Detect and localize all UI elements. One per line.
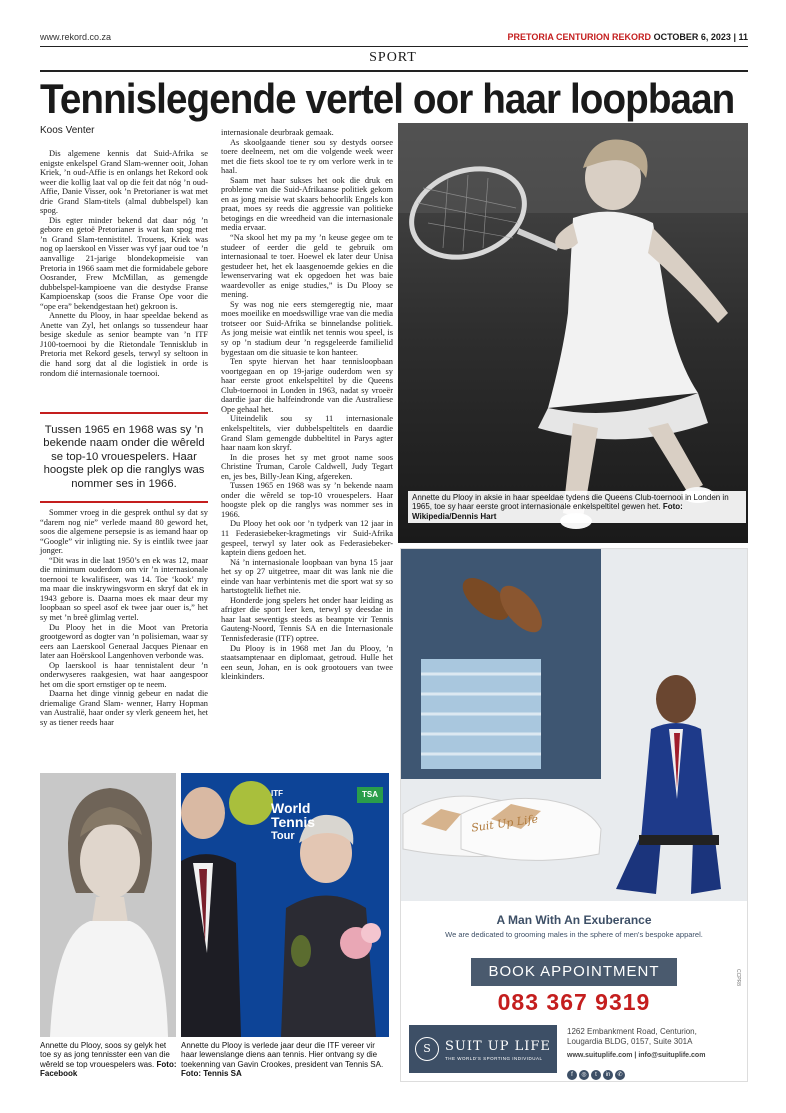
- ad-phone[interactable]: 083 367 9319: [497, 989, 651, 1015]
- section-rule: [40, 70, 748, 72]
- caption-credit: Foto: Wikipedia/Dennis Hart: [412, 502, 683, 521]
- facebook-icon[interactable]: f: [567, 1070, 577, 1080]
- tennis-action-illustration: [398, 123, 748, 543]
- instagram-icon[interactable]: ◎: [579, 1070, 589, 1080]
- paragraph: Op laerskool is haar tennistalent deur ’n onderwyseres raakgesien, wat haar aangespoor het om die sport ernstiger op te neem.: [40, 660, 208, 689]
- paragraph: Tussen 1965 en 1968 was sy ’n bekende naam onder die wêreld se top-10 vrouespelers. Haar hoogste plek op die ranglys was nommer ses in 1966.: [221, 481, 393, 519]
- article-column-1b: [40, 508, 208, 728]
- paragraph: Sommer vroeg in die gesprek onthul sy dat sy “darem nog nie” verlede maand 80 geword het, soos die algemene persepsie is as iemand haar op “Google” vir inligting nie. Sy is eintlik twee jaar jonger.: [40, 508, 208, 556]
- backdrop-word: World: [271, 800, 311, 816]
- ad-subline: We are dedicated to grooming males in the sphere of men's bespoke apparel.: [445, 930, 703, 939]
- ad-contact[interactable]: www.suituplife.com | info@suituplife.com: [567, 1052, 706, 1059]
- paragraph: Ten spyte hiervan het haar tennisloopbaan voortgegaan en op 19-jarige ouderdom wen sy haar eerste groot enkelspeltitel by die Queens Club-toernooi in Londen in 1963, nadat sy vroeër daardie jaar die halfeindronde van die Australiese Ope gehaal het.: [221, 357, 393, 414]
- paragraph: “Dit was in die laat 1950’s en ek was 12, maar die minimum ouderdom om vir ’n internasionale toernooi te kwalifiseer, was 14. Toe ‘kook’ my ma maar die inskrywingsvorm en skryf dat ek in 1943 gebore is. Daarna moes ek maar deur my loopbaan so speel asof ek twee jaar ouer is,” het sy met ’n breë glimlag vertel.: [40, 555, 208, 623]
- paragraph: Du Plooy is in 1968 met Jan du Plooy, ’n staatsamptenaar en diplomaat, getroud. Hulle het een seun, Johan, en is ook grootouers van twee kleinkinders.: [221, 643, 393, 682]
- caption-credit: Foto: Facebook: [40, 1059, 177, 1078]
- ad-illustration: [401, 549, 747, 901]
- paragraph: internasionale deurbraak gemaak.: [221, 128, 334, 137]
- byline: Koos Venter: [40, 125, 95, 136]
- article-column-2: [221, 128, 393, 682]
- header-rule: [40, 46, 748, 47]
- paragraph: Du Plooy het ook oor ’n tydperk van 12 jaar in 11 Federasiebeker-kragmetings vir Suid-Afrika gespeel, terwyl sy later ook as Federasiebeker-kaptein diens gedoen het.: [221, 519, 393, 558]
- caption-credit: Foto: Tennis SA: [181, 1068, 242, 1078]
- paragraph: Daarna het dinge vinnig gebeur en nadat die driemalige Grand Slam- wenner, Harry Hopman van Australië, haar onder sy vlerk geneem het, het sy as tiener reeds haar: [40, 689, 208, 728]
- paragraph: Sy was nog nie eers stemgeregtig nie, maar moes moeilike en moedswillige vrae van die media trotseer oor Suid-Afrika se binnelandse politiek. As jong meisie wat eintlik net tennis wou speel, is sy op ’n stadium deur ’n regsgeleerde familielid bygestaan om die situasie te kon hanteer.: [221, 299, 393, 357]
- publication-name: PRETORIA CENTURION REKORD: [507, 32, 652, 42]
- backdrop-itf: ITF: [271, 789, 283, 798]
- issue-date: OCTOBER 6, 2023: [653, 32, 731, 42]
- paragraph: In die proses het sy met groot name soos Christine Truman, Carole Caldwell, Judy Tegart en, jes bes, Billy-Jean King, afgereken.: [221, 452, 393, 481]
- ad-tagline: A Man With An Exuberance: [496, 913, 652, 927]
- paragraph: Saam met haar sukses het ook die druk en probleme van die Suid-Afrikaanse politiek gekom en as jong meisie wat skaars behoorlik Engels kon praat, moes sy reeds die aggressie van politieke betogings en die wreedheid van die internasionale media ervaar.: [221, 175, 393, 233]
- twitter-icon[interactable]: t: [591, 1070, 601, 1080]
- address-line: Lougardia BLDG, 0157, Suite 301A: [567, 1037, 693, 1046]
- logo-emblem-icon: S: [415, 1037, 439, 1061]
- backdrop-word: Tennis: [271, 814, 316, 830]
- article-column-1: [40, 149, 208, 378]
- page-number: 11: [738, 32, 748, 42]
- masthead-info: PRETORIA CENTURION REKORD OCTOBER 6, 2023 | 11: [507, 32, 748, 42]
- paragraph: Honderde jong spelers het onder haar leiding as afrigter die sport leer ken, terwyl sy deesdae in haar laat sewentigs steeds as beampte vir Tennis Gauteng-Noord, Tennis SA en die Internasionale Tennisfederasie (ITF) optree.: [221, 595, 393, 643]
- paragraph: As skoolgaande tiener sou sy destyds oorsee toere deelneem, net om die volgende week weer met die fiets skool toe te ry om verlore werk in te haal.: [221, 137, 393, 176]
- tennis-action-photo: [398, 123, 748, 543]
- paragraph: Uiteindelik sou sy 11 internasionale enkelspeltitels, vier dubbelspeltitels en daardie Grand Slam gemengde dubbeltitel in Parys agter haar naam kon skryf.: [221, 414, 393, 453]
- brand-subtitle: THE WORLD'S SPORTING INDIVIDUAL: [445, 1056, 543, 1061]
- book-appointment-button[interactable]: BOOK APPOINTMENT: [471, 958, 677, 986]
- award-caption: [181, 1041, 393, 1078]
- paragraph: Dis algemene kennis dat Suid-Afrika se enigste enkelspel Grand Slam-wenner ooit, Johan Kriek, ’n oud-Affie is en onlangs het Rekord ook weer die kollig laat val op die feit dat nóg ’n oud-Affie, Danie Visser, ook ’n Pretorianer is wat met drie Grand Slam-titels (almal dubbelspel) kan spog.: [40, 149, 208, 216]
- ad-address: [567, 1027, 705, 1061]
- advertisement[interactable]: [400, 548, 748, 1082]
- ad-code: CCPR8: [735, 969, 741, 986]
- paragraph: Ná ’n internasionale loopbaan van byna 15 jaar het sy op 27 uitgetree, maar dit was lank nie die einde van haar verbintenis met die sport wat sy so hartstogtelik liefhet nie.: [221, 557, 393, 596]
- paragraph: “Na skool het my pa my ’n keuse gegee om te studeer of eerder die geld te gebruik om internasionaal te toer. Hoewel ek later deur Unisa gestudeer het, het ek laasgenoemde gekies en die lewenservaring wat ek opgedoen het was baie waardevoller as enige studies,” is Du Plooy se mening.: [221, 233, 393, 300]
- portrait-illustration: [40, 773, 176, 1037]
- social-icons: [567, 1063, 627, 1081]
- tsa-logo: TSA: [357, 787, 383, 803]
- paragraph: Dis egter minder bekend dat daar nóg ’n gebore en getoë Pretorianer is wat kan spog met ’n Grand Slam-tennistitel. Trouens, Kriek was nog op laerskool en Visser was vyf jaar oud toe ’n aanvallige 21-jarige blondekopmeisie van Pretoria in 1966 saam met die formidabele gebore Oosrander, Frew McMillan, as gemengde dubbelspel-kampioene van die destydse Franse Kampioenskap (soos die Franse Ope voor die “ope era” bekendgestaan het) gekroon is.: [40, 215, 208, 311]
- headline: Tennislegende vertel oor haar loopbaan: [40, 75, 735, 122]
- whatsapp-icon[interactable]: ✆: [615, 1070, 625, 1080]
- website-url[interactable]: www.rekord.co.za: [40, 32, 112, 42]
- portrait-photo: [40, 773, 176, 1037]
- caption-text: Annette du Plooy, soos sy gelyk het toe sy as jong tennisster een van die wêreld se top vrouespelers was.: [40, 1041, 170, 1069]
- main-photo-caption: [408, 491, 746, 523]
- ad-photo: [401, 549, 747, 901]
- brand-name: SUIT UP LIFE: [445, 1039, 551, 1054]
- award-photo: [181, 773, 389, 1037]
- shoe-script: Suit Up Life: [470, 812, 539, 835]
- pull-quote: Tussen 1965 en 1968 was sy ’n bekende naam onder die wêreld se top-10 vrouespelers. Haar hoogste plek op die ranglys was nommer ses in 1966.: [40, 412, 208, 503]
- linkedin-icon[interactable]: in: [603, 1070, 613, 1080]
- backdrop-word: Tour: [271, 830, 295, 842]
- portrait-caption: [40, 1041, 178, 1078]
- page-header: [40, 32, 748, 46]
- suit-up-life-logo: [409, 1025, 557, 1073]
- section-label: SPORT: [369, 50, 417, 65]
- backdrop-logo: [271, 787, 349, 843]
- address-line: 1262 Embankment Road, Centurion,: [567, 1027, 697, 1036]
- caption-text: Annette du Plooy is verlede jaar deur die ITF vereer vir haar lewenslange diens aan tennis. Hier ontvang sy die toekenning van Gavin Crookes, president van Tennis SA.: [181, 1041, 384, 1069]
- paragraph: Annette du Plooy, in haar speeldae bekend as Anette van Zyl, het onlangs so tussendeur haar besige skedule as senior beampte van ’n ITF J100-toernooi by die Rietondale Tennisklub in Pretoria met Rekord gesels, terwyl sy seltoon in die hand sorg dat al die logistiek in orde is rondom dié internasionale toernooi.: [40, 311, 208, 378]
- paragraph: Du Plooy het in die Moot van Pretoria grootgeword as dogter van ’n polisieman, waar sy eers aan Laerskool Generaal Jacques Pienaar en later aan Hoërskool Langenhoven verbonde was.: [40, 622, 208, 661]
- caption-text: Annette du Plooy in aksie in haar speeldae tydens die Queens Club-toernooi in Londen in 1965, toe sy haar eerste groot internasionale enkelspeltitel gewen het.: [412, 493, 729, 512]
